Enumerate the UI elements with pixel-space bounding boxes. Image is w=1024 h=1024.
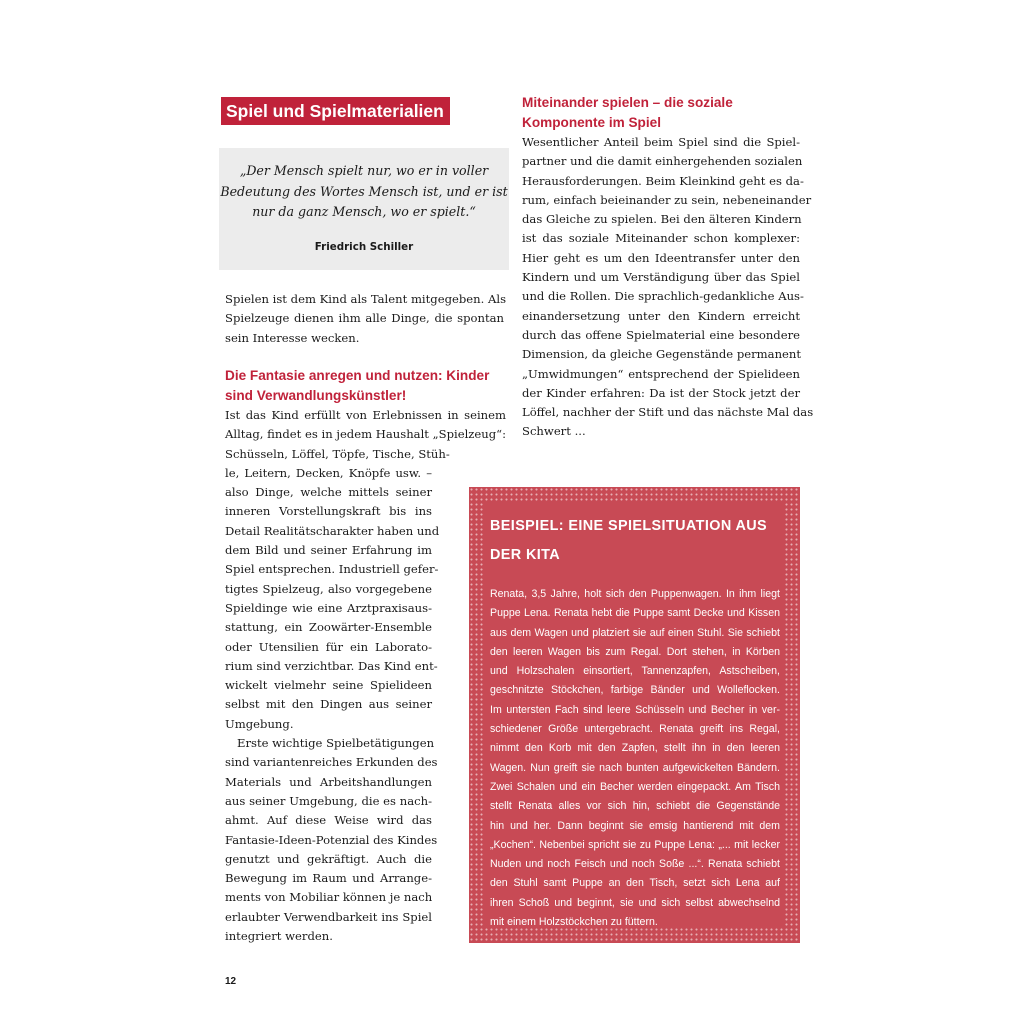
text-line: und die Rollen. Die sprachlich-gedankliche Aus- [522, 289, 804, 304]
example-title-line: BEISPIEL: EINE SPIELSITUATION AUS [490, 518, 768, 534]
page-number: 12 [225, 976, 237, 987]
intro-paragraph [225, 290, 507, 348]
example-line: Renata, 3,5 Jahre, holt sich den Puppenwagen. In ihm liegt [490, 588, 780, 600]
example-line: stellt Renata alles vor sich hin, schiebt die Gegenstände [490, 800, 780, 813]
social-paragraph [522, 133, 814, 442]
text-line: Bewegung im Raum und Arrange- [225, 871, 432, 886]
text-line: ist das soziale Miteinander schon komplexer: [522, 231, 800, 246]
example-line: ihren Schoß und beginnt, sie und sich selbst abwechselnd [490, 896, 780, 909]
example-line: hin und her. Dann beginnt sie emsig hantierend mit dem [490, 819, 780, 832]
example-line: Zwei Schalen und ein Becher werden eingepackt. Am Tisch [490, 780, 780, 793]
text-line: Schwert ... [522, 424, 586, 439]
text-line: Materials und Arbeitshandlungen [225, 774, 432, 789]
text-line: Wesentlicher Anteil beim Spiel sind die Spiel- [522, 135, 800, 149]
text-line: Löffel, nachher der Stift und das nächste Mal das [522, 405, 814, 420]
text-line: rum, einfach beieinander zu sein, nebeneinander [522, 192, 812, 207]
text-line: inneren Vorstellungskraft bis ins [225, 504, 432, 519]
text-line: erlaubter Verwendbarkeit ins Spiel [225, 909, 432, 924]
heading-line: Die Fantasie anregen und nutzen: Kinder [225, 368, 490, 383]
heading-line: sind Verwandlungskünstler! [225, 388, 407, 403]
example-line: Im untersten Fach sind leere Schüsseln und Becher in ver- [490, 703, 780, 716]
text-line: Fantasie-Ideen-Potenzial des Kindes [225, 832, 438, 847]
example-title-line: DER KITA [490, 547, 561, 563]
text-line: oder Utensilien für ein Laborato- [225, 639, 432, 654]
text-line: „Umwidmungen“ entsprechend der Spielideen [522, 366, 800, 381]
heading-line: Komponente im Spiel [522, 115, 661, 130]
text-line: Spiel entsprechen. Industriell gefer- [225, 562, 439, 577]
text-line: aus seiner Umgebung, die es nach- [225, 793, 432, 808]
text-line: selbst mit den Dingen aus seiner [225, 697, 432, 712]
example-line: mit einem Holzstöckchen zu füttern. [490, 916, 658, 929]
section-title: Spiel und Spielmaterialien [221, 97, 450, 125]
text-line: Herausforderungen. Beim Kleinkind geht es da- [522, 173, 804, 188]
quote-author: Friedrich Schiller [314, 241, 414, 253]
text-line: tigtes Spielzeug, also vorgegebene [225, 581, 432, 596]
example-line: schiedener Größe untergebracht. Renata greift ins Regal, [490, 723, 780, 736]
text-line: genutzt und gekräftigt. Auch die [225, 851, 432, 866]
example-line: Wagen. Nun greift sie nach bunten aufgewickelten Bändern. [490, 761, 780, 774]
example-line: und Holzschalen einsortiert, Tannenzapfen, Astscheiben, [490, 665, 780, 678]
example-line: Nuden und noch Feisch und noch Soße ...“. Renata schiebt [490, 858, 780, 871]
example-line: nimmt den Korb mit den Zapfen, stellt ihn in den leeren [490, 742, 780, 755]
text-line: Detail Realitätscharakter haben und [225, 523, 440, 538]
example-inner [484, 502, 785, 928]
text-line: der Kinder erfahren: Da ist der Stock jetzt der [522, 385, 800, 400]
text-line: wickelt vielmehr seine Spielideen [225, 678, 432, 693]
quote-line: „Der Mensch spielt nur, wo er in voller [239, 163, 489, 178]
example-body [490, 585, 780, 932]
text-line: sind variantenreiches Erkunden des [225, 755, 438, 770]
text-line: Erste wichtige Spielbetätigungen [237, 736, 435, 751]
text-line: partner und die damit einhergehenden sozialen [522, 154, 803, 169]
quote-line: nur da ganz Mensch, wo er spielt.“ [252, 204, 476, 219]
text-line: Spieldinge wie eine Arztpraxisaus- [225, 600, 432, 615]
example-line: „Kochen“. Nebenbei spricht sie zu Puppe Lena: „... mit lecker [490, 838, 780, 851]
text-line: durch das offene Spielmaterial eine besondere [522, 327, 800, 342]
example-line: den leeren Wagen bis zum Regal. Dort stehen, in Körben [490, 645, 780, 658]
text-line: ments von Mobiliar können je nach [225, 890, 433, 905]
example-box [469, 487, 800, 943]
quote-line: Bedeutung des Wortes Mensch ist, und er ist [220, 183, 508, 199]
example-line: den Stuhl samt Puppe an den Tisch, setzt sich Lena auf [490, 877, 780, 890]
text-line: Alltag, findet es in jedem Haushalt „Spielzeug“: [225, 427, 506, 442]
fantasy-paragraph [225, 406, 506, 946]
fantasy-heading [225, 366, 489, 406]
text-line: sein Interesse wecken. [225, 330, 360, 345]
example-title [490, 512, 767, 570]
text-line: dem Bild und seiner Erfahrung im [225, 543, 432, 558]
heading-line: Miteinander spielen – die soziale [522, 95, 733, 110]
text-line: stattung, ein Zoowärter-Ensemble [225, 620, 432, 635]
text-line: Schüsseln, Löffel, Töpfe, Tische, Stüh- [225, 446, 450, 461]
text-line: Ist das Kind erfüllt von Erlebnissen in seinem [225, 408, 506, 422]
text-line: Spielen ist dem Kind als Talent mitgegeben. Als [225, 292, 507, 306]
text-line: das Gleiche zu spielen. Bei den älteren Kindern [522, 212, 802, 227]
text-line: einandersetzung unter den Kindern erreicht [522, 308, 800, 323]
quote-box [219, 148, 509, 270]
text-line: Spielzeuge dienen ihm alle Dinge, die spontan [225, 311, 504, 326]
quote-text [219, 161, 509, 223]
text-line: rium sind verzichtbar. Das Kind ent- [225, 658, 438, 673]
social-heading [522, 93, 733, 133]
example-line: Puppe Lena. Renata hebt die Puppe samt Decke und Kissen [490, 607, 780, 620]
text-line: ahmt. Auf diese Weise wird das [225, 813, 432, 828]
example-line: aus dem Wagen und platziert sie auf einen Stuhl. Sie schiebt [490, 626, 780, 639]
text-line: Dimension, da gleiche Gegenstände permanent [522, 347, 802, 362]
text-line: le, Leitern, Decken, Knöpfe usw. – [225, 465, 432, 480]
text-line: Umgebung. [225, 716, 294, 731]
example-line: geschnitzte Stöckchen, farbige Bänder und Wolleflocken. [490, 684, 780, 697]
text-line: Kindern und um Verständigung über das Spiel [522, 270, 800, 285]
text-line: integriert werden. [225, 929, 333, 944]
text-line: Hier geht es um den Ideentransfer unter den [522, 250, 800, 265]
text-line: also Dinge, welche mittels seiner [225, 485, 432, 500]
